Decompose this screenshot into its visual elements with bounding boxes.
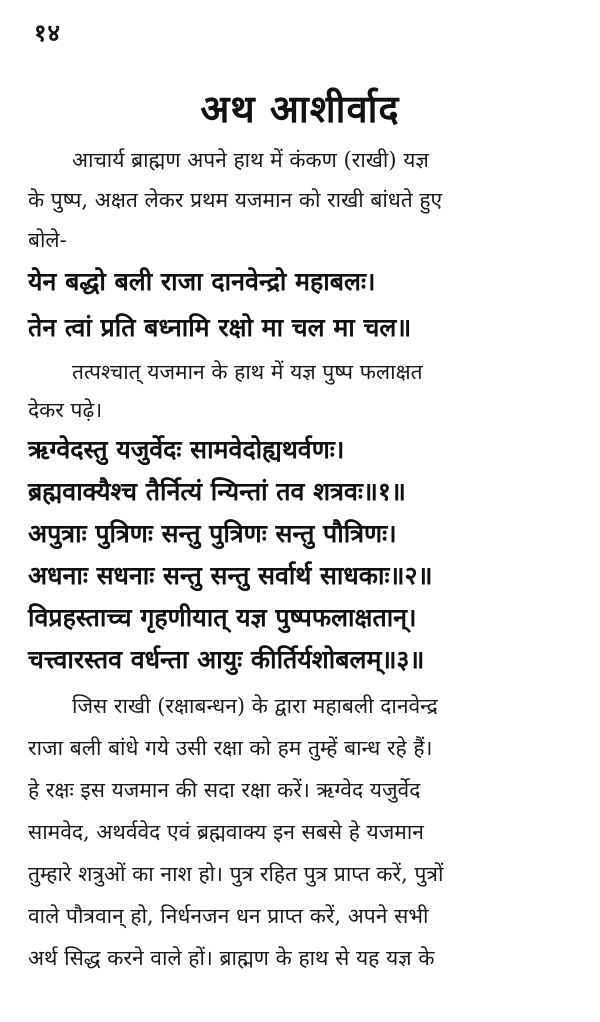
- meaning-line: सामवेद, अथर्ववेद एवं ब्रह्मवाक्य इन सबसे हे यजमान: [28, 820, 424, 844]
- page-number: १४: [34, 19, 61, 47]
- intro-line: बोले-: [28, 228, 67, 252]
- verse-line: ऋग्वेदस्तु यजुर्वेदः सामवेदोह्यथर्वणः।: [28, 435, 345, 464]
- meaning-line: हे रक्षः इस यजमान की सदा रक्षा करें। ऋग्वेद यजुर्वेद: [28, 778, 421, 802]
- instruction-line: देकर पढ़े।: [28, 398, 103, 422]
- meaning-line: वाले पौत्रवान् हो, निर्धनजन धन प्राप्त करें, अपने सभी: [28, 904, 429, 928]
- mantra-line: तेन त्वां प्रति बध्नामि रक्षो मा चल मा चल॥: [28, 313, 412, 342]
- meaning-line: जिस राखी (रक्षाबन्धन) के द्वारा महाबली दानवेन्द्र: [72, 694, 438, 718]
- verse-line: चत्त्वारस्तव वर्धन्ता आयुः कीर्तिर्यशोबलम्॥३॥: [28, 645, 425, 674]
- page-title: अथ आशीर्वाद: [200, 87, 400, 131]
- verse-line: ब्रह्मवाक्यैश्च तैर्नित्यं न्यिन्तां तव शत्रवः॥१॥: [28, 477, 406, 506]
- meaning-line: राजा बली बांधे गये उसी रक्षा को हम तुम्हें बान्ध रहे हैं।: [28, 736, 433, 760]
- verse-line: अधनाः सधनाः सन्तु सन्तु सर्वार्थ साधकाः॥२॥: [28, 561, 433, 590]
- intro-line: आचार्य ब्राह्मण अपने हाथ में कंकण (राखी) यज्ञ: [72, 148, 429, 172]
- verse-line: विप्रहस्ताच्च गृहणीयात् यज्ञ पुष्पफलाक्षतान्।: [28, 603, 417, 632]
- mantra-line: येन बद्धो बली राजा दानवेन्द्रो महाबलः।: [28, 267, 376, 296]
- verse-line: अपुत्राः पुत्रिणः सन्तु पुत्रिणः सन्तु पौत्रिणः।: [28, 519, 397, 548]
- intro-line: के पुष्प, अक्षत लेकर प्रथम यजमान को राखी बांधते हुए: [28, 188, 443, 212]
- meaning-line: तुम्हारे शत्रुओं का नाश हो। पुत्र रहित पुत्र प्राप्त करें, पुत्रों: [28, 862, 444, 886]
- meaning-line: अर्थ सिद्ध करने वाले हों। ब्राह्मण के हाथ से यह यज्ञ के: [28, 946, 435, 970]
- instruction-line: तत्पश्चात् यजमान के हाथ में यज्ञ पुष्प फलाक्षत: [72, 360, 423, 384]
